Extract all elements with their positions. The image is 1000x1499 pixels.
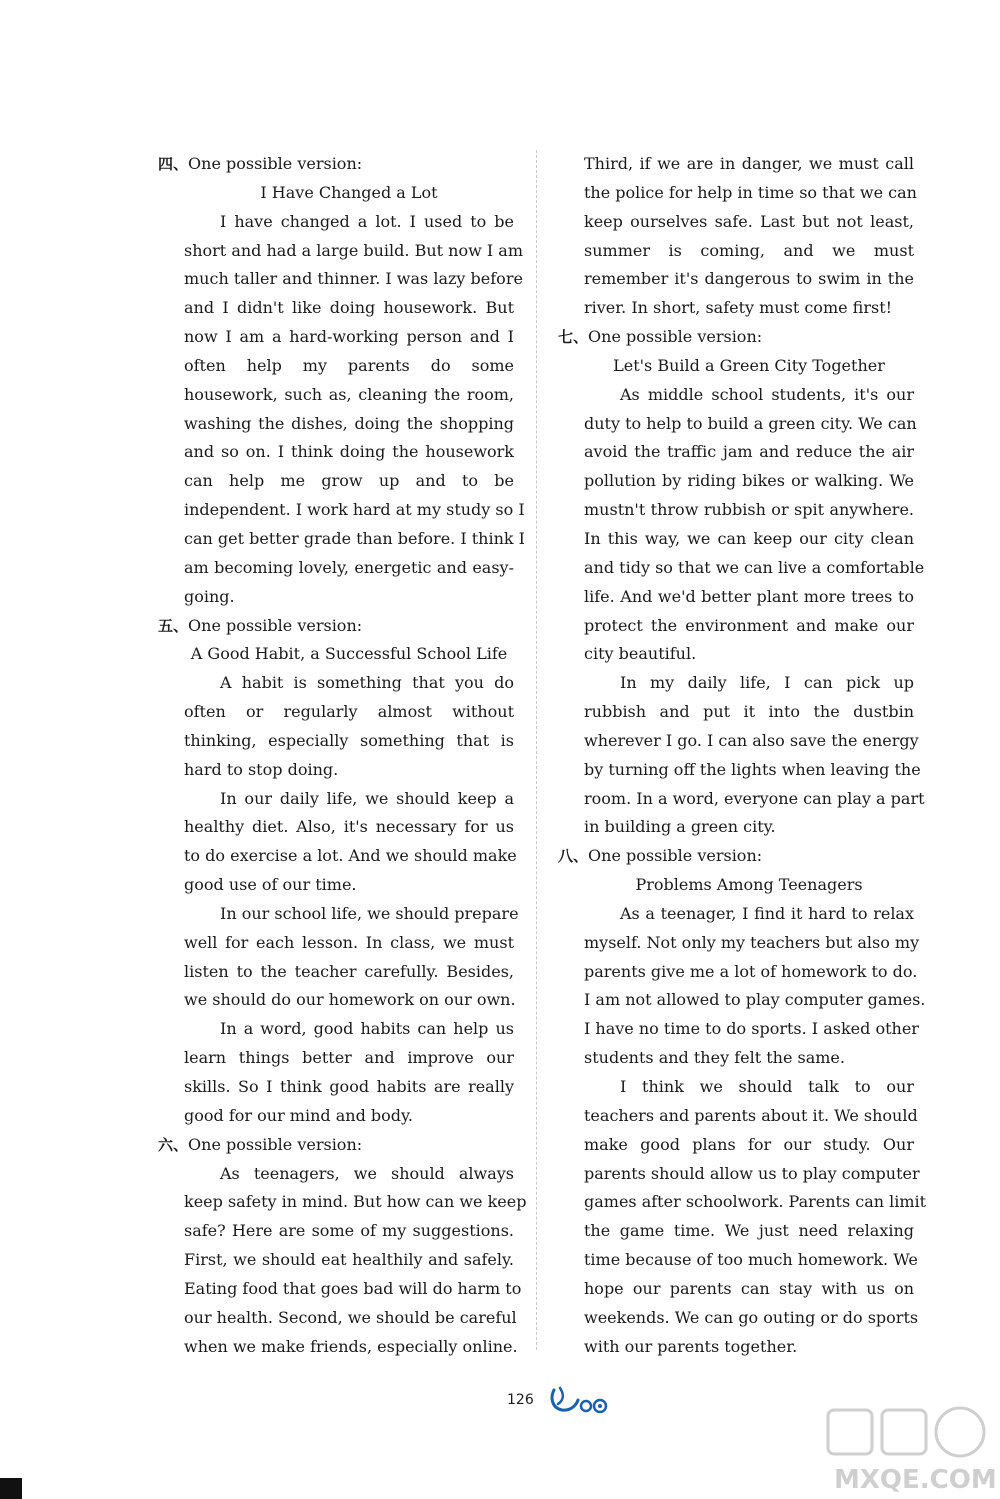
text-line: I think we should talk to our [620,1077,914,1096]
watermark-text: MXQE.COM [834,1465,997,1495]
section-label: One possible version: [588,846,763,866]
text-line: and I didn't like doing housework. But [184,298,514,318]
paragraph-line [158,1275,522,1304]
paragraph-line [158,554,514,583]
paragraph-line [558,612,914,641]
essay-title [558,871,914,900]
paragraph-line [158,929,514,958]
text-line: As a teenager, I find it hard to relax [620,903,914,923]
essay-title-text: Let's Build a Green City Together [613,355,885,375]
left-column [158,150,527,1361]
text-line: life. And we'd better plant more trees to [584,586,914,606]
text-line: when we make friends, especially online. [184,1336,518,1356]
paragraph-line [558,929,920,958]
paragraph-line [158,381,514,410]
paragraph-line [558,237,914,266]
text-line: I have changed a lot. I used to be [220,211,514,231]
text-line: make good plans for our study. Our [584,1134,914,1154]
text-line: Third, if we are in danger, we must call [584,154,914,173]
paragraph-line [158,842,517,871]
text-line: hope our parents can stay with us on [584,1278,914,1298]
paragraph-line [158,1217,514,1246]
text-line: city beautiful. [584,644,697,664]
paragraph-line [558,208,914,237]
section-number: 八、 [558,847,589,866]
text-line: myself. Not only my teachers but also my [584,932,920,952]
text-line: healthy diet. Also, it's necessary for us [184,817,514,837]
paragraph-line [158,1304,517,1333]
text-line: short and had a large build. But now I am [184,240,523,260]
paragraph-first-line [158,1160,514,1189]
paragraph-last-line [558,1333,914,1362]
ornament-icon [546,1384,616,1418]
section-label: One possible version: [588,327,763,347]
text-line: In this way, we can keep our city clean [584,528,914,548]
paragraph-line [558,1131,914,1160]
paragraph-line [558,1160,920,1189]
text-line: to do exercise a lot. And we should make [184,846,517,866]
column-divider [536,150,537,1350]
text-line: I am not allowed to play computer games. [584,990,926,1010]
essay-title-text: A Good Habit, a Successful School Life [190,644,508,664]
text-line: avoid the traffic jam and reduce the air [584,442,914,462]
paragraph-line [558,1275,914,1304]
text-line: listen to the teacher carefully. Besides, [184,961,514,981]
text-line: much taller and thinner. I was lazy before [184,269,523,289]
paragraph-line [158,410,514,439]
essay-title-text: I Have Changed a Lot [260,182,438,202]
text-line: In my daily life, I can pick up [620,673,914,693]
text-line: I have no time to do sports. I asked other [584,1019,919,1039]
text-line: well for each lesson. In class, we must [184,932,514,952]
text-line: good use of our time. [184,875,357,895]
text-line: often or regularly almost without [184,702,514,722]
text-line: rubbish and put it into the dustbin [584,702,914,722]
text-line: skills. So I think good habits are really [184,1077,514,1096]
paragraph-line [558,179,917,208]
paragraph-last-line [158,1102,514,1131]
paragraph-line [158,467,514,496]
text-line: in building a green city. [584,817,776,837]
section-number: 七、 [558,328,589,347]
paragraph-last-line [158,583,514,612]
paragraph-first-line [158,669,514,698]
essay-title-text: Problems Among Teenagers [635,875,863,895]
paragraph-last-line [558,294,914,323]
paragraph-line [158,727,514,756]
text-line: with our parents together. [584,1336,798,1356]
text-line: am becoming lovely, energetic and easy- [184,557,514,577]
paragraph-line [158,1246,514,1275]
text-line: and so on. I think doing the housework [184,442,514,462]
paragraph-line [558,1188,927,1217]
paragraph-first-line [158,1015,514,1044]
paragraph-line [558,785,925,814]
essay-title [158,640,514,669]
section-label: One possible version: [188,154,363,173]
paragraph-first-line [558,381,914,410]
section-number: 五、 [158,616,189,635]
text-line: weekends. We can go outing or do sports [584,1307,919,1327]
paragraph-line [558,1102,918,1131]
paragraph-line [558,986,926,1015]
text-line: In our school life, we should prepare [220,903,519,923]
text-line: keep safety in mind. But how can we keep [184,1192,527,1212]
text-line: protect the environment and make our [584,615,914,635]
section-heading [558,323,914,352]
paragraph-line [558,756,921,785]
text-line: the police for help in time so that we can [584,182,917,202]
paragraph-line [558,496,914,525]
paragraph-line [558,150,914,179]
paragraph-line [158,294,514,323]
text-line: learn things better and improve our [184,1048,514,1068]
paragraph-line [558,727,919,756]
paragraph-line [158,1073,514,1102]
text-line: students and they felt the same. [584,1048,845,1068]
text-line: now I am a hard-working person and I [184,327,514,347]
paragraph-line [558,467,914,496]
section-label: One possible version: [188,615,363,635]
section-heading [558,842,914,871]
paragraph-line [158,1188,527,1217]
paragraph-line [558,438,914,467]
paragraph-last-line [158,871,514,900]
section-number: 四、 [158,155,189,173]
paragraph-line [158,323,514,352]
paragraph-first-line [558,900,914,929]
text-line: keep ourselves safe. Last but not least, [584,211,914,231]
text-line: can help me grow up and to be [184,471,514,491]
text-line: good for our mind and body. [184,1105,414,1125]
page-number: 126 [507,1392,534,1408]
paragraph-line [158,352,514,381]
text-line: In a word, good habits can help us [220,1019,514,1039]
paragraph-line [558,410,917,439]
paragraph-line [558,1217,914,1246]
paragraph-last-line [558,813,914,842]
paragraph-first-line [158,208,514,237]
paragraph-line [558,1304,919,1333]
paragraph-line [158,958,514,987]
text-line: going. [184,586,235,606]
text-line: As middle school students, it's our [620,384,914,404]
text-line: our health. Second, we should be careful [184,1307,517,1327]
text-line: by turning off the lights when leaving the [584,759,921,779]
section-label: One possible version: [188,1134,363,1154]
essay-title [158,179,514,208]
paragraph-line [158,525,525,554]
edge-mark [0,1478,22,1499]
paragraph-line [158,237,523,266]
text-line: summer is coming, and we must [584,240,914,260]
text-line: As teenagers, we should always [220,1163,514,1183]
essay-title [558,352,914,381]
text-line: hard to stop doing. [184,759,339,779]
paragraph-line [158,265,523,294]
paragraph-last-line [558,1044,914,1073]
paragraph-first-line [158,900,519,929]
paragraph-line [158,698,514,727]
text-line: A habit is something that you do [220,673,514,693]
paragraph-first-line [558,669,914,698]
paragraph-first-line [558,1073,914,1102]
paragraph-line [558,265,914,294]
text-line: and tidy so that we can live a comfortable [584,557,925,577]
section-number: 六、 [158,1135,189,1154]
paragraph-last-line [158,986,514,1015]
text-line: thinking, especially something that is [184,730,514,750]
text-line: washing the dishes, doing the shopping [184,413,514,433]
paragraph-line [558,525,914,554]
paragraph-line [558,1015,919,1044]
right-column [558,150,927,1361]
text-line: room. In a word, everyone can play a part [584,788,925,808]
section-heading [158,1131,514,1160]
text-line: In our daily life, we should keep a [220,788,514,808]
text-line: remember it's dangerous to swim in the [584,269,914,289]
section-heading [158,150,514,179]
text-line: independent. I work hard at my study so I [184,500,525,520]
text-line: safe? Here are some of my suggestions. [184,1221,514,1241]
paragraph-last-line [158,756,514,785]
text-line: First, we should eat healthily and safely. [184,1250,514,1270]
paragraph-line [558,554,925,583]
text-line: we should do our homework on our own. [184,990,516,1010]
text-line: housework, such as, cleaning the room, [184,384,514,404]
paragraph-line [158,1333,518,1362]
paragraph-line [558,958,918,987]
paragraph-line [558,698,914,727]
text-line: the game time. We just need relaxing [584,1221,914,1241]
text-line: time because of too much homework. We [584,1250,918,1270]
paragraph-line [158,438,514,467]
paragraph-first-line [158,785,514,814]
text-line: duty to help to build a green city. We can [584,413,917,433]
text-line: games after schoolwork. Parents can limit [584,1192,927,1212]
paragraph-line [158,496,525,525]
text-line: parents give me a lot of homework to do. [584,961,918,981]
text-line: parents should allow us to play computer [584,1163,920,1183]
text-line: Eating food that goes bad will do harm to [184,1278,522,1298]
paragraph-line [158,813,514,842]
section-heading [158,612,514,641]
paragraph-line [558,1246,918,1275]
paragraph-line [558,583,914,612]
text-line: often help my parents do some [184,355,514,375]
paragraph-last-line [558,640,914,669]
text-line: teachers and parents about it. We should [584,1105,918,1125]
watermark-logo [820,1400,1000,1499]
text-line: pollution by riding bikes or walking. We [584,471,914,491]
text-line: mustn't throw rubbish or spit anywhere. [584,500,914,520]
text-line: can get better grade than before. I think I [184,528,525,548]
text-line: wherever I go. I can also save the energy [584,730,919,750]
text-line: river. In short, safety must come first! [584,298,893,318]
paragraph-line [158,1044,514,1073]
